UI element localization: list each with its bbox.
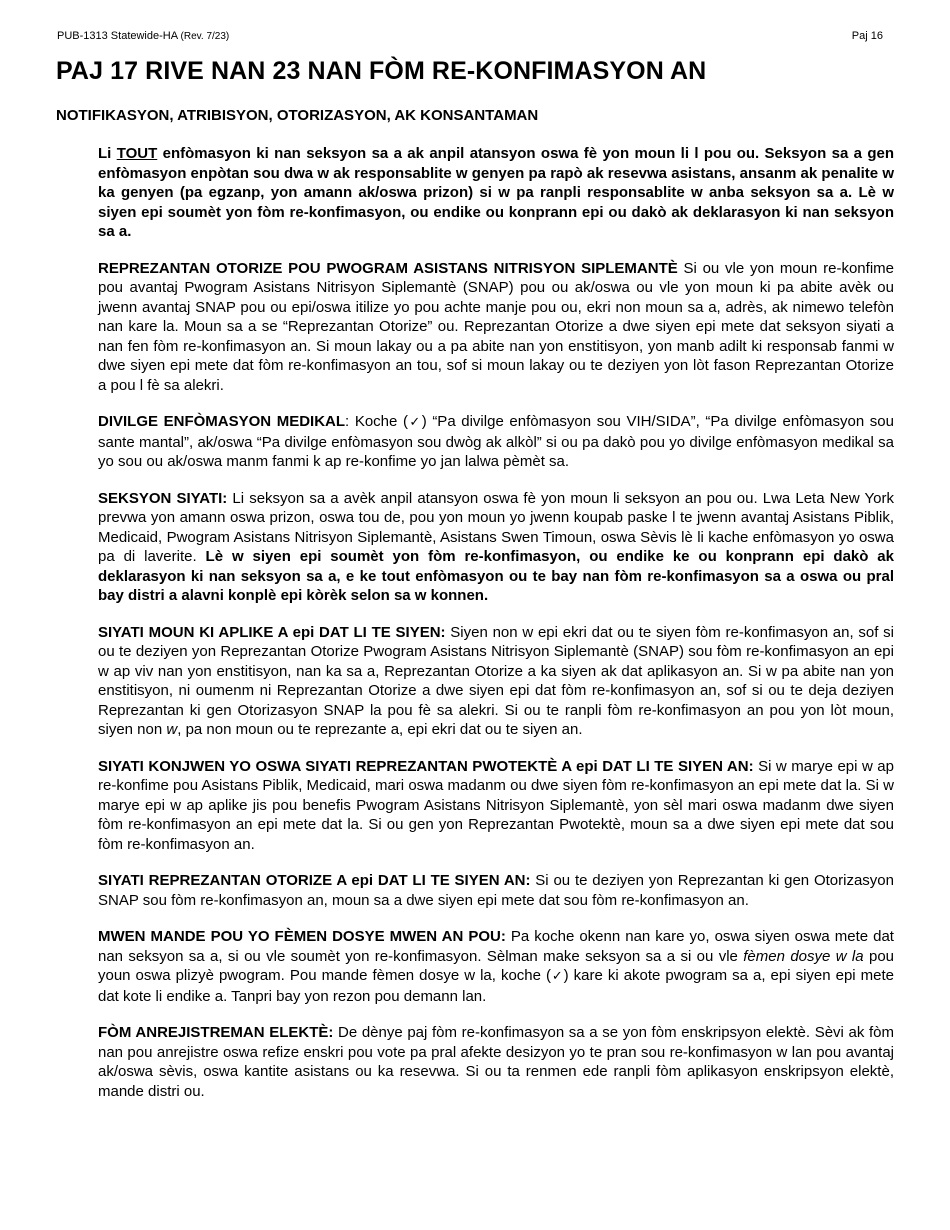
checkmark-icon: ✓ (407, 415, 422, 430)
authorized-rep-signature-heading: SIYATI REPREZANTAN OTORIZE A epi DAT LI TE SIYEN AN: (98, 872, 531, 889)
signature-section-heading: SEKSYON SIYATI: (98, 489, 228, 507)
checkmark-icon: ✓ (551, 969, 564, 984)
applicant-signature-heading: SIYATI MOUN KI APLIKE A epi DAT LI TE SIYEN: (98, 623, 446, 641)
medical-disclosure-heading: DIVILGE ENFÒMASYON MEDIKAL (98, 413, 346, 430)
intro-paragraph: Li TOUT enfòmasyon ki nan seksyon sa a ak anpil atansyon oswa fè yon moun li l pou ou. Seksyon sa a gen enfòmasyon enpòtan sou dwa w ak responsablite w genyen pa rapò ak resevwa asistans, ansanm ak penalite w ka genyen (pa egzanp, yon amann ak/oswa prizon) si w pa ranpli responsablite w anba seksyon sa a. Lè w siyen epi soumèt yon fòm re-konfimasyon, ou endike ou konprann epi ou dakò ak deklarasyon ki nan seksyon sa a. (98, 145, 894, 240)
voter-registration-paragraph: FÒM ANREJISTREMAN ELEKTÈ: De dènye paj fòm re-konfimasyon sa a se yon fòm enskripsyon elektè. Sèvi ak fòm nan pou anrejistre oswa refize enskri pou vote pa pral afekte desizyon yo te pran sou re-konfimasyon w lan pou avantaj ak/oswa sèvis, oswa kantite asistans ou ka resevwa. Si ou ta renmen ede ranpli fòm aplikasyon enskripsyon elektè, mande distri ou. (98, 1024, 895, 1100)
signature-section-paragraph: SEKSYON SIYATI: Li seksyon sa a avèk anpil atansyon oswa fè yon moun li seksyon an pou ou. Lwa Leta New York prevwa yon amann oswa prizon, oswa tou de, pou yon moun yo jwenn koupab paske l te jwenn avantaj Asistans Piblik, Medicaid, Pwogram Asistans Nitrisyon Siplemantè, Asistans Swen Timoun, oswa Sèvis lè li kache enfòmasyon yo oswa pa di laverite. Lè w siyen epi soumèt yon fòm re-konfimasyon, ou endike ke ou konprann epi dakò ak deklarasyon ki nan seksyon sa a, e ke tout enfòmasyon ou te bay nan fòm re-konfimasyon sa a oswa ou pral bay distri a alavni konplè epi kòrèk selon sa w konnen. (98, 489, 894, 604)
section-subtitle: NOTIFIKASYON, ATRIBISYON, OTORIZASYON, AK KONSANTAMAN (56, 107, 539, 124)
spouse-signature-heading: SIYATI KONJWEN YO OSWA SIYATI REPREZANTAN PWOTEKTÈ A epi DAT LI TE SIYEN AN: (98, 757, 754, 775)
authorized-rep-signature-paragraph: SIYATI REPREZANTAN OTORIZE A epi DAT LI TE SIYEN AN: Si ou te deziyen yon Reprezantan ki gen Otorizasyon SNAP sou fòm re-konfimasyon an, moun sa a dwe siyen epi mete dat sou fòm re-konfimasyon an. (98, 872, 894, 909)
medical-disclosure-paragraph: DIVILGE ENFÒMASYON MEDIKAL: Koche (✓) “Pa divilge enfòmasyon sou VIH/SIDA”, “Pa divilge enfòmasyon sou sante mantal”, ak/oswa “Pa divilge enfòmasyon sou dwòg ak alkòl” si ou pa dakò pou yo divilge enfòmasyon medikal sa yo sou ou ak/oswa manm fanmi k ap re-konfime yo jan lalwa pèmèt sa. (98, 413, 894, 470)
voter-registration-heading: FÒM ANREJISTREMAN ELEKTÈ: (98, 1024, 334, 1041)
tout-emphasis: TOUT (116, 145, 158, 162)
page-number: Paj 16 (851, 30, 883, 42)
spouse-signature-paragraph: SIYATI KONJWEN YO OSWA SIYATI REPREZANTAN PWOTEKTÈ A epi DAT LI TE SIYEN AN: Si w marye epi w ap re-konfime pou Asistans Piblik, Medicaid, mari oswa madanm ou dwe siyen fòm re-konfimasyon an epi mete dat la. Si w marye epi w ap aplike jis pou benefis Pwogram Asistans Nitrisyon Siplemantè, yon sèl mari oswa madanm dwe siyen fòm re-konfimasyon an epi mete dat la. Si ou gen yon Reprezantan Pwotektè, moun sa a dwe siyen epi mete dat sou fòm re-konfimasyon an. (98, 757, 894, 853)
authorized-representative-paragraph: REPREZANTAN OTORIZE POU PWOGRAM ASISTANS NITRISYON SIPLEMANTÈ Si ou vle yon moun re-konfime pou avantaj Pwogram Asistans Nitrisyon Siplemantè (SNAP) pou ou ak/oswa ou vle yon moun ki pa abite avèk ou jwenn avantaj SNAP pou ou epi/oswa itilize yo pou achte manje pou ou, ekri non moun sa a, adrès, ak nimewo telefòn nan kare la. Moun sa a se “Reprezantan Otorize” ou. Reprezantan Otorize a dwe siyen epi mete dat seksyon siyati a nan fen fòm re-konfimasyon an. Si moun lakay ou a pa abite nan yon enstitisyon, yon manb adilt ki responsab fanmi w dwe siyen epi mete dat fòm re-konfimasyon an tou, sof si moun lakay ou te deziyen yon lòt fason Reprezantan Otorize a pou l fè sa alekri. (98, 259, 894, 394)
close-case-paragraph: MWEN MANDE POU YO FÈMEN DOSYE MWEN AN POU: Pa koche okenn nan kare yo, oswa siyen oswa mete dat nan seksyon sa a, si ou vle soumèt yon re-konfimasyon. Sèlman make seksyon sa a si ou vle fèmen dosye w la pou youn oswa plizyè pwogram. Pou mande fèmen dosye w la, koche (✓) kare ki akote pwogram sa a, epi siyen epi mete dat kote li endike a. Tanpri bay yon rezon pou demann lan. (98, 928, 895, 1005)
authorized-representative-heading: REPREZANTAN OTORIZE POU PWOGRAM ASISTANS NITRISYON SIPLEMANTÈ (98, 259, 678, 277)
applicant-signature-paragraph: SIYATI MOUN KI APLIKE A epi DAT LI TE SIYEN: Siyen non w epi ekri dat ou te siyen fòm re-konfimasyon an, sof si ou te deziyen yon Reprezantan Otorize Pwogram Asistans Nitrisyon Siplemantè (SNAP) sou fòm re-konfimasyon an epi w ap viv nan yon enstitisyon, nan ka sa a, Reprezantan Otorize a ka siyen ak dat aplikasyon an. Si w pa abite nan yon enstitisyon, ni oumenm ni Reprezantan Otorize a dwe siyen epi dat fòm re-konfimasyon an, sof si ou te deja deziyen Reprezantan ki gen Otorizasyon SNAP la pou fè sa alekri. Si ou te ranpli fòm re-konfimasyon an pou yon lòt moun, siyen non w, pa non moun ou te reprezante a, epi ekri dat ou te siyen an. (98, 623, 894, 738)
page-title: PAJ 17 RIVE NAN 23 NAN FÒM RE-KONFIMASYON AN (56, 57, 707, 85)
content-body (98, 144, 894, 1118)
signature-section-bold-statement: Lè w siyen epi soumèt yon fòm re-konfimasyon, ou endike ke ou konprann epi dakò ak deklarasyon ki nan seksyon sa a, e ke tout enfòmasyon ou te bay nan fòm re-konfimasyon sa a oswa ou pral bay distri a alavni konplè epi kòrèk selon sa w konnen. (98, 548, 894, 604)
revision: (Rev. 7/23) (180, 31, 230, 42)
form-id: PUB-1313 Statewide-HA (Rev. 7/23) (57, 30, 230, 42)
close-case-heading: MWEN MANDE POU YO FÈMEN DOSYE MWEN AN POU: (98, 928, 506, 945)
page-header (57, 28, 883, 44)
